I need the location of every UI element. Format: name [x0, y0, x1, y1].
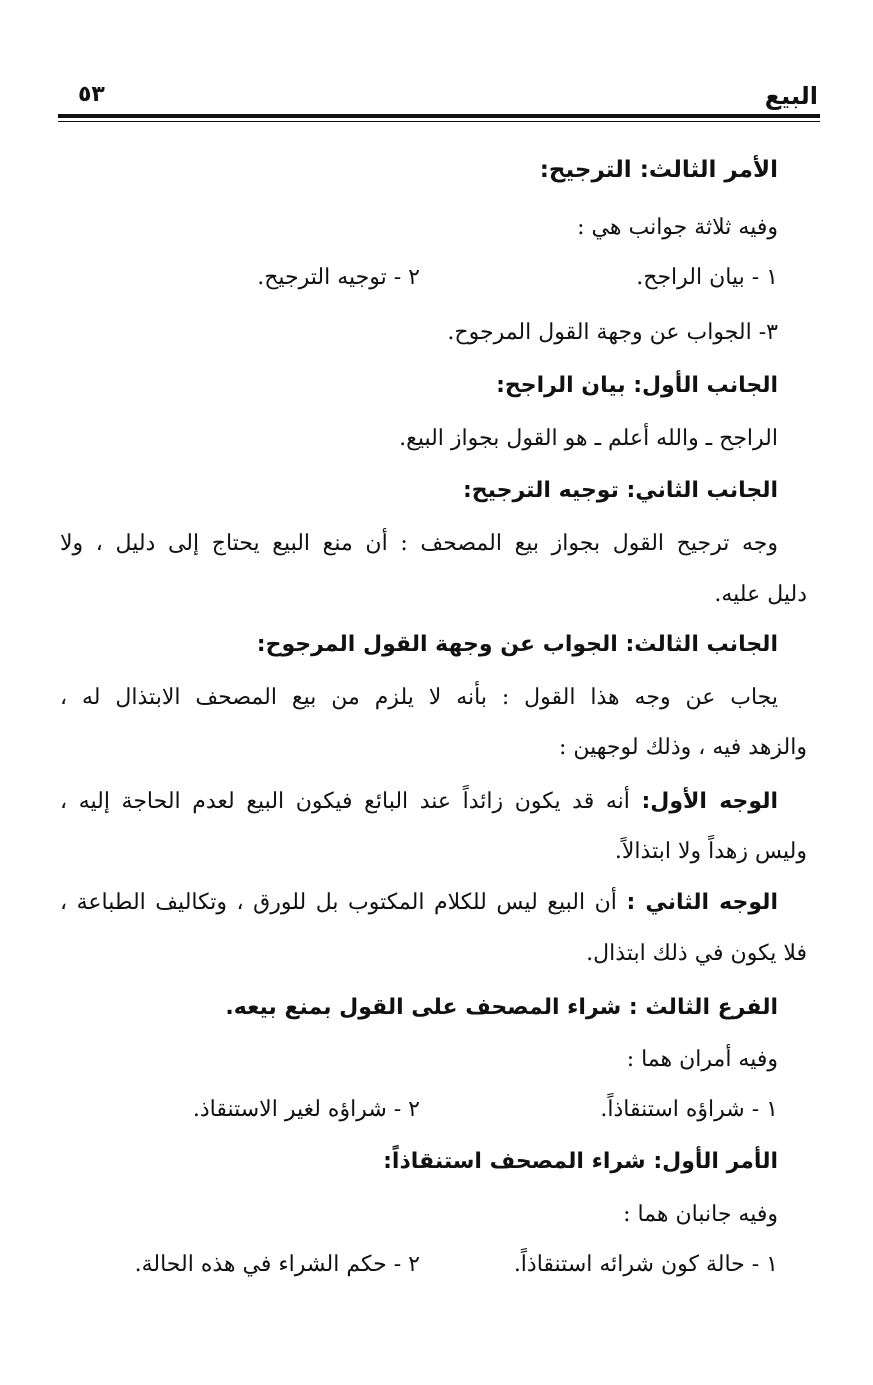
paragraph-line: وفيه ثلاثة جوانب هي : — [577, 215, 778, 240]
running-head — [60, 82, 818, 116]
subsection-heading: الجانب الثالث: الجواب عن وجهة القول المرجوح: — [256, 632, 778, 657]
section-heading: الأمر الأول: شراء المصحف استنقاذاً: — [383, 1149, 778, 1174]
list-item: ١ - حالة كون شرائه استنقاذاً. — [513, 1252, 778, 1277]
list-item: ٢ - توجيه الترجيح. — [257, 265, 420, 290]
subsection-heading: الجانب الأول: بيان الراجح: — [496, 373, 778, 398]
paragraph-line: وجه ترجيح القول بجواز بيع المصحف : أن منع البيع يحتاج إلى دليل ، ولا — [60, 531, 778, 556]
list-item: ٣- الجواب عن وجهة القول المرجوح. — [447, 320, 778, 345]
paragraph-line: وفيه جانبان هما : — [623, 1202, 778, 1227]
paragraph-line: يجاب عن وجه هذا القول : بأنه لا يلزم من بيع المصحف الابتذال له ، — [60, 685, 778, 710]
paragraph-text: أنه قد يكون زائداً عند البائع فيكون البيع لعدم الحاجة إليه ، — [60, 789, 630, 814]
paragraph-line: الراجح ـ والله أعلم ـ هو القول بجواز البيع. — [399, 426, 778, 451]
paragraph-line — [60, 888, 778, 918]
branch-heading: الفرع الثالث : شراء المصحف على القول بمنع بيعه. — [225, 995, 778, 1020]
list-item: ٢ - حكم الشراء في هذه الحالة. — [134, 1252, 420, 1277]
section-heading: الأمر الثالث: الترجيح: — [539, 157, 778, 183]
paragraph-text: أن البيع ليس للكلام المكتوب بل للورق ، وتكاليف الطباعة ، — [60, 890, 617, 915]
subsection-heading: الجانب الثاني: توجيه الترجيح: — [463, 478, 778, 503]
paragraph-line — [60, 787, 778, 817]
paragraph-line: فلا يكون في ذلك ابتذال. — [586, 941, 807, 966]
paragraph-line: والزهد فيه ، وذلك لوجهين : — [558, 735, 807, 760]
lead-phrase: الوجه الثاني : — [626, 890, 778, 915]
paragraph-line: وليس زهداً ولا ابتذالاً. — [614, 839, 807, 864]
list-item: ١ - بيان الراجح. — [636, 265, 778, 290]
list-item: ١ - شراؤه استنقاذاً. — [600, 1097, 778, 1122]
page-number: ٥٣ — [78, 82, 105, 107]
lead-phrase: الوجه الأول: — [641, 789, 779, 814]
paragraph-line: دليل عليه. — [714, 582, 807, 607]
paragraph-line: وفيه أمران هما : — [626, 1047, 778, 1072]
header-rule-thick — [58, 114, 820, 118]
chapter-title: البيع — [764, 82, 818, 110]
header-rule-thin — [58, 121, 820, 122]
list-item: ٢ - شراؤه لغير الاستنقاذ. — [192, 1097, 420, 1122]
